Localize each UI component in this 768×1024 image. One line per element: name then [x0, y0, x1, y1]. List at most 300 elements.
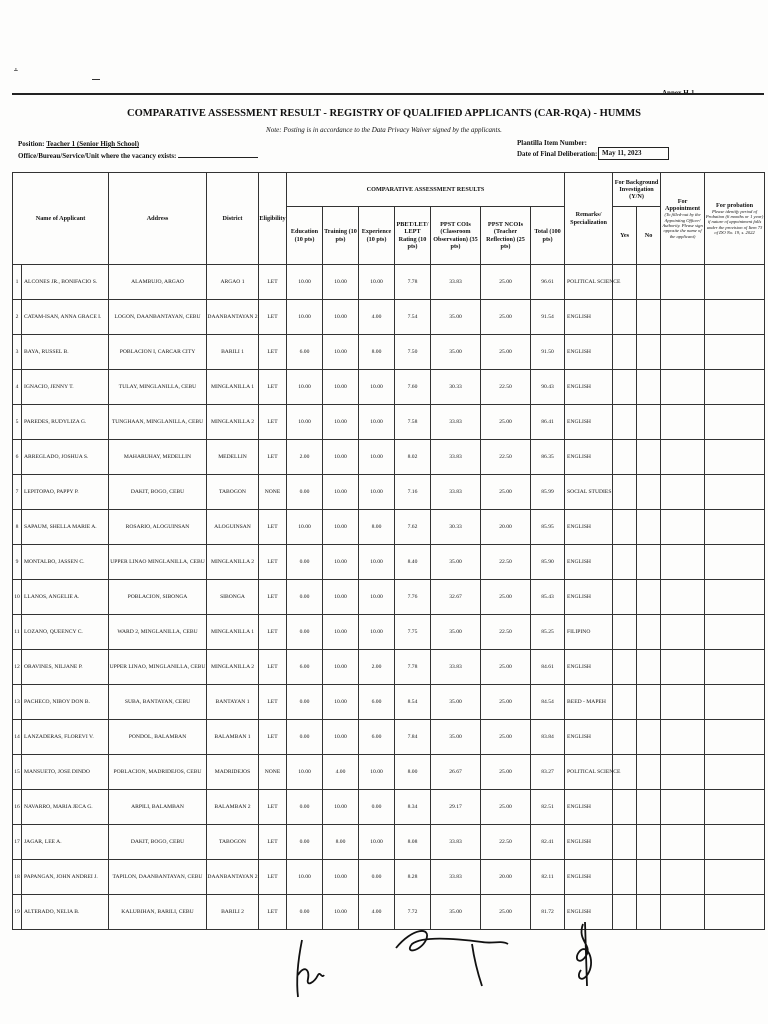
remarks-specialization: FILIPINO [565, 615, 613, 650]
applicant-eligibility: LET [259, 650, 287, 685]
total-score: 91.50 [531, 335, 565, 370]
ppst-cois-score: 30.33 [431, 370, 481, 405]
ppst-cois-score: 30.33 [431, 510, 481, 545]
experience-score: 0.00 [359, 860, 395, 895]
applicant-name: NAVARRO, MARIA JECA G. [22, 790, 109, 825]
applicant-district: MINGLANILLA 2 [207, 650, 259, 685]
row-number: 2 [13, 300, 22, 335]
header-no: No [637, 207, 661, 265]
header-remarks: Remarks/ Specialization [565, 173, 613, 265]
total-score: 85.90 [531, 545, 565, 580]
experience-score: 0.00 [359, 790, 395, 825]
applicant-district: MINGLANILLA 1 [207, 615, 259, 650]
row-number: 8 [13, 510, 22, 545]
applicant-eligibility: LET [259, 685, 287, 720]
let-rating: 7.78 [395, 265, 431, 300]
education-score: 0.00 [287, 790, 323, 825]
applicant-district: TABOGON [207, 825, 259, 860]
ppst-cois-score: 35.00 [431, 720, 481, 755]
bg-no-cell [637, 895, 661, 930]
bg-no-cell [637, 825, 661, 860]
probation-cell [705, 475, 765, 510]
row-number: 16 [13, 790, 22, 825]
applicant-address: TAPILON, DAANBANTAYAN, CEBU [109, 860, 207, 895]
row-number: 6 [13, 440, 22, 475]
table-row [13, 615, 765, 650]
ppst-cois-score: 32.67 [431, 580, 481, 615]
ppst-ncois-score: 22.50 [481, 370, 531, 405]
total-score: 86.41 [531, 405, 565, 440]
bg-yes-cell [613, 650, 637, 685]
applicant-district: DAANBANTAYAN 2 [207, 300, 259, 335]
probation-cell [705, 370, 765, 405]
row-number: 14 [13, 720, 22, 755]
ppst-cois-score: 35.00 [431, 545, 481, 580]
bg-no-cell [637, 370, 661, 405]
total-score: 83.27 [531, 755, 565, 790]
experience-score: 10.00 [359, 440, 395, 475]
applicant-name: ORAVINES, NILJANE P. [22, 650, 109, 685]
education-score: 0.00 [287, 720, 323, 755]
bg-no-cell [637, 650, 661, 685]
row-number: 19 [13, 895, 22, 930]
applicant-address: POBLACION, MADRIDEJOS, CEBU [109, 755, 207, 790]
applicant-district: MINGLANILLA 1 [207, 370, 259, 405]
probation-cell [705, 545, 765, 580]
applicant-eligibility: LET [259, 265, 287, 300]
experience-score: 6.00 [359, 685, 395, 720]
applicant-district: BANTAYAN 1 [207, 685, 259, 720]
remarks-specialization: ENGLISH [565, 860, 613, 895]
training-score: 10.00 [323, 790, 359, 825]
appointment-cell [661, 895, 705, 930]
education-score: 0.00 [287, 475, 323, 510]
table-row [13, 300, 765, 335]
bg-no-cell [637, 405, 661, 440]
bg-no-cell [637, 580, 661, 615]
experience-score: 10.00 [359, 615, 395, 650]
applicant-name: LANZADERAS, FLOREVI V. [22, 720, 109, 755]
remarks-specialization: ENGLISH [565, 510, 613, 545]
applicant-district: MINGLANILLA 2 [207, 405, 259, 440]
table-row [13, 405, 765, 440]
applicant-eligibility: LET [259, 370, 287, 405]
header-district: District [207, 173, 259, 265]
total-score: 84.54 [531, 685, 565, 720]
experience-score: 6.00 [359, 720, 395, 755]
applicant-address: UPPER LINAO MINGLANILLA, CEBU [109, 545, 207, 580]
applicant-address: SUBA, BANTAYAN, CEBU [109, 685, 207, 720]
training-score: 10.00 [323, 685, 359, 720]
applicant-address: LOGON, DAANBANTAYAN, CEBU [109, 300, 207, 335]
ppst-ncois-score: 22.50 [481, 440, 531, 475]
remarks-specialization: ENGLISH [565, 440, 613, 475]
table-row [13, 370, 765, 405]
total-score: 83.84 [531, 720, 565, 755]
row-number: 4 [13, 370, 22, 405]
header-total: Total (100 pts) [531, 207, 565, 265]
ppst-cois-score: 35.00 [431, 895, 481, 930]
applicant-district: MEDELLIN [207, 440, 259, 475]
appointment-cell [661, 335, 705, 370]
experience-score: 10.00 [359, 405, 395, 440]
let-rating: 7.72 [395, 895, 431, 930]
applicant-address: DAKIT, BOGO, CEBU [109, 475, 207, 510]
education-score: 0.00 [287, 825, 323, 860]
education-score: 6.00 [287, 335, 323, 370]
signature-1 [288, 935, 328, 1005]
row-number: 15 [13, 755, 22, 790]
probation-cell [705, 685, 765, 720]
ppst-ncois-score: 25.00 [481, 405, 531, 440]
applicant-district: SIBONGA [207, 580, 259, 615]
signature-2 [392, 918, 512, 990]
total-score: 81.72 [531, 895, 565, 930]
applicant-district: BALAMBAN 2 [207, 790, 259, 825]
ppst-cois-score: 33.83 [431, 440, 481, 475]
probation-cell [705, 265, 765, 300]
appointment-cell [661, 650, 705, 685]
experience-score: 4.00 [359, 895, 395, 930]
total-score: 86.35 [531, 440, 565, 475]
applicant-district: BARILI 2 [207, 895, 259, 930]
let-rating: 7.54 [395, 300, 431, 335]
applicant-name: PACHECO, NIBOY DON B. [22, 685, 109, 720]
header-appointment [661, 173, 705, 265]
experience-score: 4.00 [359, 300, 395, 335]
total-score: 85.43 [531, 580, 565, 615]
applicant-address: UPPER LINAO, MINGLANILLA, CEBU [109, 650, 207, 685]
position-line [18, 140, 139, 148]
bg-yes-cell [613, 825, 637, 860]
appointment-cell [661, 370, 705, 405]
appointment-cell [661, 755, 705, 790]
training-score: 10.00 [323, 720, 359, 755]
experience-score: 10.00 [359, 545, 395, 580]
let-rating: 7.16 [395, 475, 431, 510]
deliberation-date: May 11, 2023 [598, 147, 669, 160]
table-row [13, 895, 765, 930]
bg-yes-cell [613, 860, 637, 895]
row-number: 13 [13, 685, 22, 720]
deliberation-label: Date of Final Deliberation: [517, 150, 598, 158]
applicant-address: KALUBIHAN, BARILI, CEBU [109, 895, 207, 930]
office-blank [178, 157, 258, 158]
appointment-cell [661, 685, 705, 720]
header-comparative-results: COMPARATIVE ASSESSMENT RESULTS [287, 173, 565, 207]
ppst-cois-score: 35.00 [431, 300, 481, 335]
office-label: Office/Bureau/Service/Unit where the vacancy exists: [18, 152, 177, 160]
experience-score: 10.00 [359, 825, 395, 860]
applicant-address: ARPILI, BALAMBAN [109, 790, 207, 825]
training-score: 10.00 [323, 860, 359, 895]
ppst-cois-score: 33.83 [431, 265, 481, 300]
total-score: 85.99 [531, 475, 565, 510]
bg-no-cell [637, 510, 661, 545]
ppst-ncois-score: 25.00 [481, 685, 531, 720]
appointment-note: (To filled-out by the Appointing Officer/ Authority. Please sign opposite the name of the applicant) [662, 212, 703, 239]
bg-yes-cell [613, 300, 637, 335]
let-rating: 7.76 [395, 580, 431, 615]
remarks-specialization: ENGLISH [565, 580, 613, 615]
let-rating: 8.02 [395, 440, 431, 475]
bg-yes-cell [613, 720, 637, 755]
bg-no-cell [637, 335, 661, 370]
probation-cell [705, 440, 765, 475]
training-score: 10.00 [323, 405, 359, 440]
table-row [13, 545, 765, 580]
remarks-specialization: ENGLISH [565, 720, 613, 755]
applicant-eligibility: LET [259, 510, 287, 545]
education-score: 0.00 [287, 545, 323, 580]
bg-yes-cell [613, 510, 637, 545]
total-score: 82.11 [531, 860, 565, 895]
applicant-address: ALAMBUJO, ARGAO [109, 265, 207, 300]
row-number: 18 [13, 860, 22, 895]
applicant-district: MADRIDEJOS [207, 755, 259, 790]
ppst-ncois-score: 25.00 [481, 895, 531, 930]
applicant-district: MINGLANILLA 2 [207, 545, 259, 580]
bg-yes-cell [613, 370, 637, 405]
applicant-name: CATAM-ISAN, ANNA GRACE I. [22, 300, 109, 335]
applicant-eligibility: LET [259, 335, 287, 370]
table-row [13, 265, 765, 300]
applicant-address: POBLACION I, CARCAR CITY [109, 335, 207, 370]
total-score: 91.54 [531, 300, 565, 335]
table-row [13, 790, 765, 825]
applicant-name: MANSUETO, JOSE DINDO [22, 755, 109, 790]
applicant-eligibility: LET [259, 300, 287, 335]
header-yes: Yes [613, 207, 637, 265]
appointment-cell [661, 860, 705, 895]
remarks-specialization: ENGLISH [565, 370, 613, 405]
ppst-ncois-score: 25.00 [481, 265, 531, 300]
applicant-eligibility: LET [259, 405, 287, 440]
education-score: 10.00 [287, 860, 323, 895]
ppst-ncois-score: 20.00 [481, 860, 531, 895]
probation-cell [705, 720, 765, 755]
ppst-cois-score: 33.83 [431, 860, 481, 895]
appointment-cell [661, 510, 705, 545]
bg-no-cell [637, 440, 661, 475]
applicant-name: PAREDES, RUDYLIZA G. [22, 405, 109, 440]
remarks-specialization: POLITICAL SCIENCE [565, 265, 613, 300]
ppst-cois-score: 33.83 [431, 475, 481, 510]
applicant-name: MONTALBO, JASSEN C. [22, 545, 109, 580]
probation-cell [705, 755, 765, 790]
row-number: 3 [13, 335, 22, 370]
table-row [13, 510, 765, 545]
training-score: 10.00 [323, 440, 359, 475]
applicant-district: TABOGON [207, 475, 259, 510]
training-score: 10.00 [323, 335, 359, 370]
remarks-specialization: ENGLISH [565, 790, 613, 825]
applicant-eligibility: LET [259, 615, 287, 650]
table-row [13, 685, 765, 720]
applicant-address: MAHARUHAY, MEDELLIN [109, 440, 207, 475]
training-score: 10.00 [323, 300, 359, 335]
bg-no-cell [637, 300, 661, 335]
bg-yes-cell [613, 615, 637, 650]
education-score: 0.00 [287, 685, 323, 720]
appointment-cell [661, 545, 705, 580]
total-score: 85.25 [531, 615, 565, 650]
probation-cell [705, 335, 765, 370]
position-value: Teacher 1 (Senior High School) [46, 140, 140, 148]
total-score: 82.41 [531, 825, 565, 860]
let-rating: 7.60 [395, 370, 431, 405]
ppst-cois-score: 33.83 [431, 650, 481, 685]
training-score: 10.00 [323, 545, 359, 580]
header-experience: Experience (10 pts) [359, 207, 395, 265]
table-row [13, 720, 765, 755]
remarks-specialization: ENGLISH [565, 300, 613, 335]
bg-no-cell [637, 615, 661, 650]
applicant-name: PAPANGAN, JOHN ANDREI J. [22, 860, 109, 895]
applicant-eligibility: LET [259, 895, 287, 930]
ppst-ncois-score: 22.50 [481, 615, 531, 650]
let-rating: 7.75 [395, 615, 431, 650]
training-score: 10.00 [323, 510, 359, 545]
ppst-ncois-score: 25.00 [481, 300, 531, 335]
applicant-name: ALTERADO, NELIA B. [22, 895, 109, 930]
bg-no-cell [637, 790, 661, 825]
header-training: Training (10 pts) [323, 207, 359, 265]
experience-score: 10.00 [359, 475, 395, 510]
experience-score: 8.00 [359, 510, 395, 545]
applicant-eligibility: LET [259, 790, 287, 825]
bg-yes-cell [613, 335, 637, 370]
appointment-cell [661, 790, 705, 825]
applicant-district: ARGAO 1 [207, 265, 259, 300]
signature-3 [565, 920, 605, 990]
table-row [13, 650, 765, 685]
header-education: Education (10 pts) [287, 207, 323, 265]
training-score: 8.00 [323, 825, 359, 860]
probation-cell [705, 510, 765, 545]
let-rating: 7.62 [395, 510, 431, 545]
header-ppst-cois: PPST COIs (Classroom Observation) (35 pts) [431, 207, 481, 265]
applicant-name: SAPAUM, SHELLA MARIE A. [22, 510, 109, 545]
total-score: 82.51 [531, 790, 565, 825]
total-score: 85.95 [531, 510, 565, 545]
applicant-district: BARILI 1 [207, 335, 259, 370]
bg-yes-cell [613, 580, 637, 615]
applicant-address: WARD 2, MINGLANILLA, CEBU [109, 615, 207, 650]
appointment-cell [661, 405, 705, 440]
deliberation-line [517, 150, 597, 158]
education-score: 10.00 [287, 370, 323, 405]
let-rating: 8.28 [395, 860, 431, 895]
row-number: 5 [13, 405, 22, 440]
bg-yes-cell [613, 790, 637, 825]
applicant-name: IGNACIO, JENNY T. [22, 370, 109, 405]
applicant-address: DAKIT, BOGO, CEBU [109, 825, 207, 860]
education-score: 6.00 [287, 650, 323, 685]
probation-cell [705, 405, 765, 440]
row-number: 1 [13, 265, 22, 300]
education-score: 0.00 [287, 895, 323, 930]
applicant-name: LOZANO, QUEENCY C. [22, 615, 109, 650]
remarks-specialization: POLITICAL SCIENCE [565, 755, 613, 790]
ppst-ncois-score: 22.50 [481, 825, 531, 860]
applicant-address: ROSARIO, ALOGUINSAN [109, 510, 207, 545]
education-score: 10.00 [287, 265, 323, 300]
training-score: 10.00 [323, 370, 359, 405]
appointment-cell [661, 825, 705, 860]
applicant-eligibility: NONE [259, 475, 287, 510]
position-label: Position: [18, 140, 45, 148]
table-row [13, 475, 765, 510]
experience-score: 10.00 [359, 370, 395, 405]
bg-yes-cell [613, 545, 637, 580]
training-score: 10.00 [323, 650, 359, 685]
training-score: 10.00 [323, 265, 359, 300]
let-rating: 8.34 [395, 790, 431, 825]
total-score: 96.61 [531, 265, 565, 300]
header-address: Address [109, 173, 207, 265]
ppst-ncois-score: 25.00 [481, 335, 531, 370]
bg-no-cell [637, 545, 661, 580]
applicant-eligibility: LET [259, 860, 287, 895]
let-rating: 7.78 [395, 650, 431, 685]
remarks-specialization: ENGLISH [565, 825, 613, 860]
probation-cell [705, 790, 765, 825]
ppst-ncois-score: 25.00 [481, 755, 531, 790]
header-pbet: PBET/LET/ LEPT Rating (10 pts) [395, 207, 431, 265]
experience-score: 8.00 [359, 335, 395, 370]
appointment-cell [661, 475, 705, 510]
training-score: 10.00 [323, 615, 359, 650]
row-number: 10 [13, 580, 22, 615]
probation-cell [705, 580, 765, 615]
row-number: 12 [13, 650, 22, 685]
remarks-specialization: BEED - MAPEH [565, 685, 613, 720]
let-rating: 8.40 [395, 545, 431, 580]
remarks-specialization: ENGLISH [565, 335, 613, 370]
appointment-cell [661, 720, 705, 755]
experience-score: 10.00 [359, 265, 395, 300]
row-number: 7 [13, 475, 22, 510]
header-background: For Background Investigation (Y/N) [613, 173, 661, 207]
stray-dash [92, 79, 100, 80]
bg-no-cell [637, 755, 661, 790]
remarks-specialization: ENGLISH [565, 545, 613, 580]
applicant-district: ALOGUINSAN [207, 510, 259, 545]
plantilla-label: Plantilla Item Number: [517, 139, 587, 147]
experience-score: 2.00 [359, 650, 395, 685]
applicant-name: ALCONES JR., BONIFACIO S. [22, 265, 109, 300]
probation-cell [705, 615, 765, 650]
total-score: 84.61 [531, 650, 565, 685]
applicant-eligibility: LET [259, 580, 287, 615]
bg-no-cell [637, 265, 661, 300]
bg-yes-cell [613, 895, 637, 930]
probation-cell [705, 895, 765, 930]
bg-yes-cell [613, 405, 637, 440]
applicant-address: POBLACION, SIBONGA [109, 580, 207, 615]
applicant-address: TUNGHAAN, MINGLANILLA, CEBU [109, 405, 207, 440]
probation-cell [705, 300, 765, 335]
table-row [13, 580, 765, 615]
table-row [13, 825, 765, 860]
training-score: 10.00 [323, 895, 359, 930]
appointment-cell [661, 300, 705, 335]
ppst-ncois-score: 25.00 [481, 650, 531, 685]
bg-yes-cell [613, 685, 637, 720]
training-score: 4.00 [323, 755, 359, 790]
applicant-eligibility: LET [259, 720, 287, 755]
